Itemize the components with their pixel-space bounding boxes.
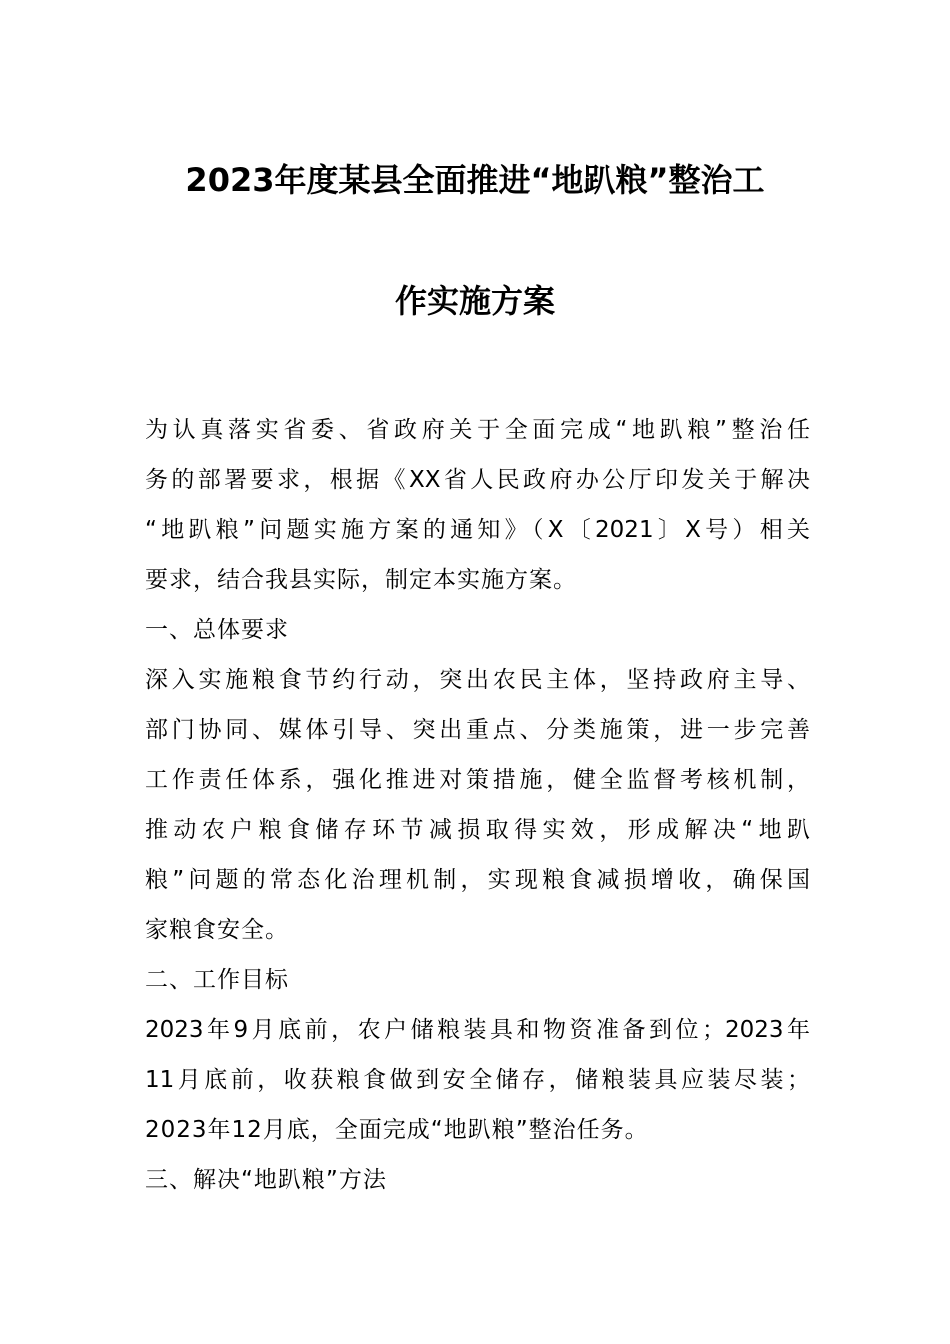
intro-line: 要求，结合我县实际，制定本实施方案。 <box>145 567 577 593</box>
section1-line: 部门协同、媒体引导、突出重点、分类施策，进一步完善 <box>145 717 810 743</box>
section-heading-3: 三、解决“地趴粮”方法 <box>145 1167 387 1193</box>
section2-line: 2023年9月底前，农户储粮装具和物资准备到位；2023年 <box>145 1017 810 1043</box>
intro-line: 务的部署要求，根据《XX省人民政府办公厅印发关于解决 <box>145 467 810 493</box>
document-title-line-1: 2023年度某县全面推进“地趴粮”整治工 <box>185 161 765 199</box>
section1-line: 推动农户粮食储存环节减损取得实效，形成解决“地趴 <box>145 817 810 843</box>
section-heading-2: 二、工作目标 <box>145 967 289 993</box>
section1-line: 工作责任体系，强化推进对策措施，健全监督考核机制， <box>145 767 810 793</box>
section2-line: 2023年12月底，全面完成“地趴粮”整治任务。 <box>145 1117 649 1143</box>
section1-line: 家粮食安全。 <box>145 917 289 943</box>
document-title-line-2: 作实施方案 <box>394 282 555 320</box>
section-heading-1: 一、总体要求 <box>145 617 289 643</box>
section1-line: 粮”问题的常态化治理机制，实现粮食减损增收，确保国 <box>145 867 810 893</box>
document-body <box>145 405 810 1205</box>
section1-line: 深入实施粮食节约行动，突出农民主体，坚持政府主导、 <box>145 667 810 693</box>
intro-line: 为认真落实省委、省政府关于全面完成“地趴粮”整治任 <box>145 417 810 443</box>
section2-line: 11月底前，收获粮食做到安全储存，储粮装具应装尽装； <box>145 1067 810 1093</box>
intro-line: “地趴粮”问题实施方案的通知》（X〔2021〕X号）相关 <box>145 517 810 543</box>
